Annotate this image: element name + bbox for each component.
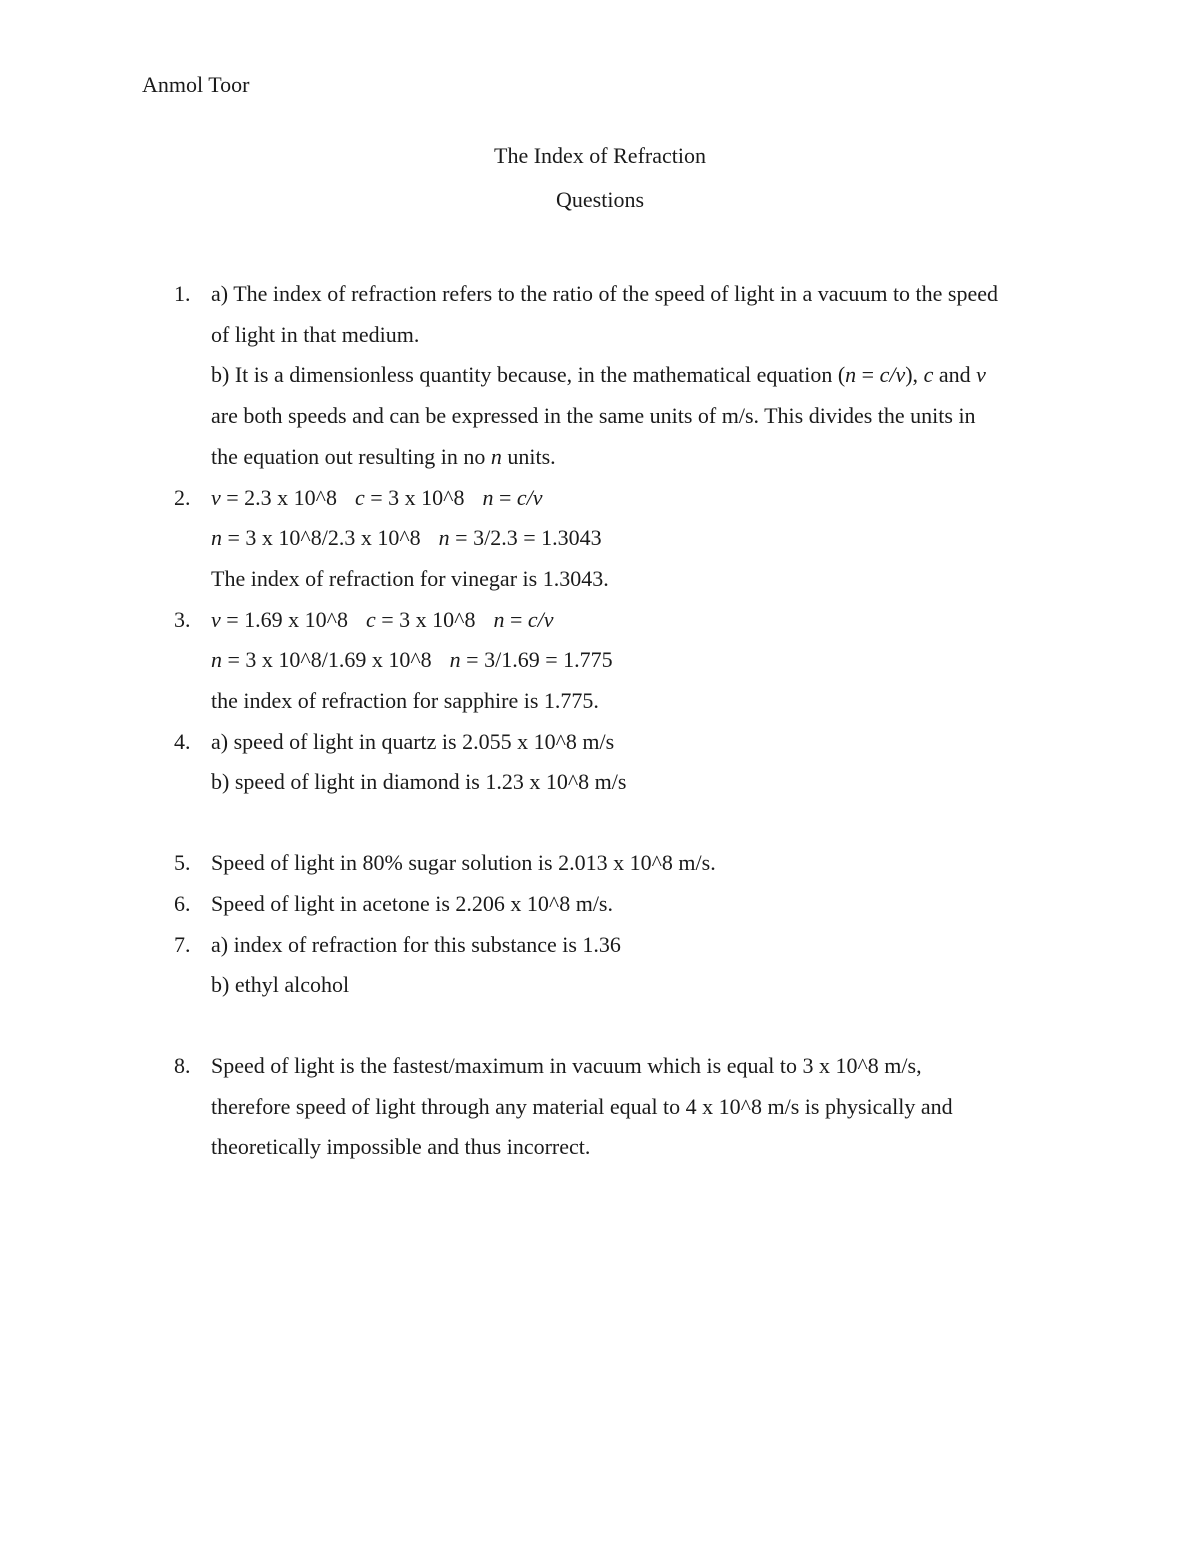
question-number: 5. [174, 850, 191, 876]
answer-line: Speed of light in 80% sugar solution is 2.013 x 10^8 m/s. [211, 850, 716, 876]
answer-line: Speed of light is the fastest/maximum in vacuum which is equal to 3 x 10^8 m/s, [211, 1052, 922, 1078]
blank-line [170, 1006, 1070, 1046]
answer-line: b) speed of light in diamond is 1.23 x 10^8 m/s [211, 769, 627, 795]
question-1 [170, 274, 1070, 478]
document-title: The Index of Refraction [494, 143, 706, 168]
answer-line: a) speed of light in quartz is 2.055 x 10^8 m/s [211, 728, 615, 754]
answer-line: the equation out resulting in no n units. [211, 443, 556, 469]
question-list [170, 274, 1070, 1168]
answer-line: a) The index of refraction refers to the ratio of the speed of light in a vacuum to the speed [211, 281, 999, 306]
question-number: 7. [174, 931, 191, 957]
question-2 [170, 478, 1070, 600]
question-4 [170, 722, 1070, 803]
equation-line: n = 3 x 10^8/2.3 x 10^8 n = 3/2.3 = 1.3043 [211, 525, 602, 551]
document-subtitle: Questions [556, 187, 644, 212]
question-5 [170, 843, 1070, 884]
question-7 [170, 925, 1070, 1006]
question-number: 1. [174, 281, 191, 306]
answer-line: a) index of refraction for this substance is 1.36 [211, 931, 621, 957]
answer-line: The index of refraction for vinegar is 1.3043. [211, 565, 609, 591]
author-name: Anmol Toor [142, 72, 250, 97]
answer-line: the index of refraction for sapphire is 1.775. [211, 688, 599, 714]
question-number: 2. [174, 484, 191, 510]
answer-line: theoretically impossible and thus incorrect. [211, 1134, 591, 1160]
question-6 [170, 884, 1070, 925]
answer-line: of light in that medium. [211, 321, 420, 347]
equation-line: v = 1.69 x 10^8 c = 3 x 10^8 n = c/v [211, 606, 554, 632]
question-number: 8. [174, 1052, 191, 1078]
question-8 [170, 1046, 1070, 1168]
question-3 [170, 600, 1070, 722]
answer-line: b) It is a dimensionless quantity because, in the mathematical equation (n = c/v), c and v [211, 362, 986, 388]
equation-line: v = 2.3 x 10^8 c = 3 x 10^8 n = c/v [211, 484, 543, 510]
blank-line [170, 803, 1070, 843]
answer-line: therefore speed of light through any material equal to 4 x 10^8 m/s is physically and [211, 1093, 953, 1119]
answer-line: b) ethyl alcohol [211, 972, 350, 998]
answer-line: are both speeds and can be expressed in the same units of m/s. This divides the units in [211, 403, 976, 429]
question-number: 4. [174, 728, 191, 754]
equation-line: n = 3 x 10^8/1.69 x 10^8 n = 3/1.69 = 1.775 [211, 647, 613, 673]
question-number: 6. [174, 890, 191, 916]
answer-line: Speed of light in acetone is 2.206 x 10^8 m/s. [211, 890, 613, 916]
question-number: 3. [174, 606, 191, 632]
